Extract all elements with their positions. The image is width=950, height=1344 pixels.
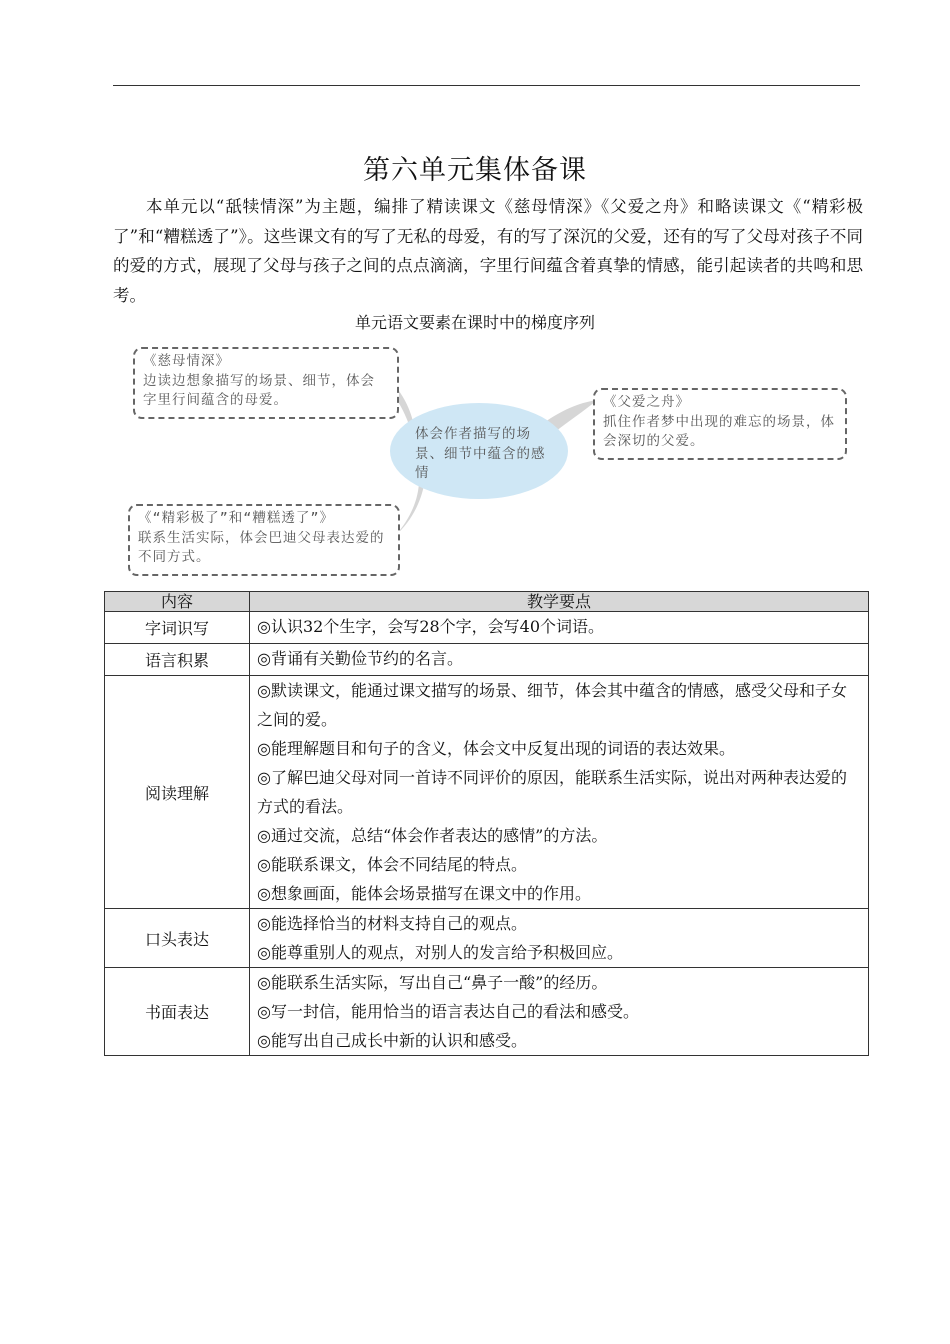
teaching-point: ◎想象画面，能体会场景描写在课文中的作用。 [257, 884, 591, 903]
lesson-box-text: 抓住作者梦中出现的难忘的场景，体会深切的父爱。 [603, 413, 835, 449]
lesson-box-title: 《父爱之舟》 [603, 394, 690, 410]
teaching-point: ◎能尊重别人的观点，对别人的发言给予积极回应。 [257, 943, 623, 962]
teaching-point: ◎能联系生活实际，写出自己“鼻子一酸”的经历。 [257, 973, 608, 992]
table-row [105, 644, 869, 676]
row-label: 口头表达 [105, 909, 250, 968]
teaching-point: ◎认识32个生字，会写28个字，会写40个词语。 [257, 617, 605, 636]
teaching-point: ◎默读课文，能通过课文描写的场景、细节，体会其中蕴含的情感，感受父母和子女之间的爱。 [257, 681, 847, 729]
row-points [250, 909, 869, 968]
teaching-points-table [104, 591, 869, 1056]
teaching-point: ◎能理解题目和句子的含义，体会文中反复出现的词语的表达效果。 [257, 739, 735, 758]
lesson-box-jingcai-zaogao [128, 504, 400, 576]
lesson-box-fuai-zhizhou [593, 388, 847, 460]
header-rule [113, 85, 860, 86]
lesson-box-text: 边读边想象描写的场景、细节，体会字里行间蕴含的母爱。 [143, 372, 375, 408]
table-header-row [105, 592, 869, 612]
intro-paragraph: 本单元以“舐犊情深”为主题，编排了精读课文《慈母情深》《父爱之舟》和略读课文《“精彩极了”和“糟糕透了”》。这些课文有的写了无私的母爱，有的写了深沉的父爱，还有的写了父母对孩子不同的爱的方式，展现了父母与孩子之间的点点滴滴，字里行间蕴含着真挚的情感，能引起读者的共鸣和思考。 [113, 197, 863, 305]
mind-map [125, 340, 855, 585]
row-points [250, 968, 869, 1056]
teaching-point: ◎能选择恰当的材料支持自己的观点。 [257, 914, 527, 933]
teaching-point: ◎能联系课文，体会不同结尾的特点。 [257, 855, 527, 874]
lesson-box-cimu-qingshen [133, 347, 399, 419]
teaching-point: ◎背诵有关勤俭节约的名言。 [257, 649, 463, 668]
row-points [250, 644, 869, 676]
header-points: 教学要点 [250, 592, 869, 612]
table-row [105, 909, 869, 968]
mind-map-center: 体会作者描写的场景、细节中蕴含的感情 [390, 403, 568, 499]
row-points [250, 612, 869, 644]
row-label: 字词识写 [105, 612, 250, 644]
table-row [105, 612, 869, 644]
teaching-point: ◎写一封信，能用恰当的语言表达自己的看法和感受。 [257, 1002, 639, 1021]
lesson-box-text: 联系生活实际，体会巴迪父母表达爱的不同方式。 [138, 529, 385, 565]
table-row [105, 968, 869, 1056]
teaching-point: ◎了解巴迪父母对同一首诗不同评价的原因，能联系生活实际，说出对两种表达爱的方式的看法。 [257, 768, 847, 816]
header-content: 内容 [105, 592, 250, 612]
row-label: 书面表达 [105, 968, 250, 1056]
teaching-point: ◎能写出自己成长中新的认识和感受。 [257, 1031, 527, 1050]
lesson-box-title: 《“精彩极了”和“糟糕透了”》 [138, 510, 335, 526]
page-title: 第六单元集体备课 [363, 155, 587, 186]
row-label: 阅读理解 [105, 676, 250, 909]
row-label: 语言积累 [105, 644, 250, 676]
row-points [250, 676, 869, 909]
teaching-point: ◎通过交流，总结“体会作者表达的感情”的方法。 [257, 826, 608, 845]
diagram-caption: 单元语文要素在课时中的梯度序列 [354, 313, 595, 332]
table-row [105, 676, 869, 909]
lesson-box-title: 《慈母情深》 [143, 353, 230, 369]
